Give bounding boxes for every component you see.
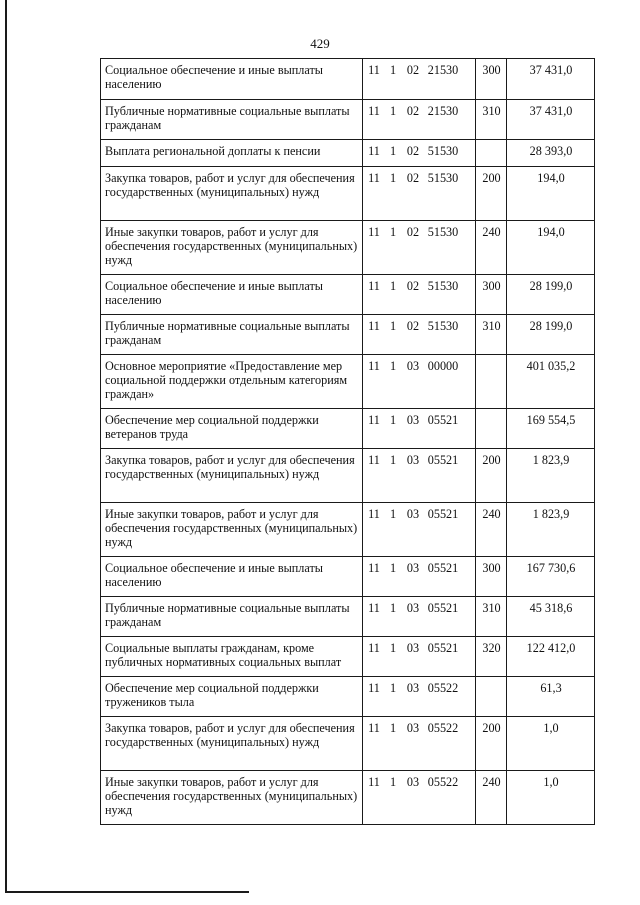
direction-code: 21530 bbox=[427, 104, 459, 118]
table-row bbox=[101, 355, 595, 409]
row-name: Обеспечение мер социальной поддержки ветеранов труда bbox=[101, 409, 363, 449]
row-name: Публичные нормативные социальные выплаты гражданам bbox=[101, 315, 363, 355]
row-name: Социальное обеспечение и иные выплаты населению bbox=[101, 275, 363, 315]
subprogram-code: 02 bbox=[406, 225, 420, 239]
table-row bbox=[101, 677, 595, 717]
program-code: 1 bbox=[389, 359, 397, 373]
direction-code: 05522 bbox=[427, 721, 459, 735]
left-margin-rule bbox=[5, 0, 7, 893]
section-code: 11 bbox=[368, 775, 380, 789]
row-name: Закупка товаров, работ и услуг для обеспечения государственных (муниципальных) нужд bbox=[101, 167, 363, 221]
row-name: Иные закупки товаров, работ и услуг для обеспечения государственных (муниципальных) нужд bbox=[101, 503, 363, 557]
section-code: 11 bbox=[368, 453, 380, 467]
amount: 37 431,0 bbox=[507, 100, 595, 140]
expense-kind-code bbox=[476, 355, 507, 409]
direction-code: 05521 bbox=[427, 641, 459, 655]
direction-code: 51530 bbox=[427, 319, 459, 333]
table-row bbox=[101, 59, 595, 100]
amount: 167 730,6 bbox=[507, 557, 595, 597]
subprogram-code: 02 bbox=[406, 144, 420, 158]
amount: 169 554,5 bbox=[507, 409, 595, 449]
program-code: 1 bbox=[389, 144, 397, 158]
subprogram-code: 03 bbox=[406, 453, 420, 467]
expense-kind-code: 240 bbox=[476, 771, 507, 825]
section-code: 11 bbox=[368, 279, 380, 293]
row-codes bbox=[363, 637, 476, 677]
program-code: 1 bbox=[389, 561, 397, 575]
program-code: 1 bbox=[389, 721, 397, 735]
section-code: 11 bbox=[368, 225, 380, 239]
expense-kind-code: 200 bbox=[476, 449, 507, 503]
table-row bbox=[101, 221, 595, 275]
row-codes bbox=[363, 167, 476, 221]
direction-code: 21530 bbox=[427, 63, 459, 77]
amount: 28 393,0 bbox=[507, 140, 595, 167]
subprogram-code: 02 bbox=[406, 104, 420, 118]
row-name: Обеспечение мер социальной поддержки тружеников тыла bbox=[101, 677, 363, 717]
row-codes bbox=[363, 409, 476, 449]
program-code: 1 bbox=[389, 63, 397, 77]
program-code: 1 bbox=[389, 104, 397, 118]
expense-kind-code: 320 bbox=[476, 637, 507, 677]
subprogram-code: 02 bbox=[406, 171, 420, 185]
section-code: 11 bbox=[368, 319, 380, 333]
row-name: Иные закупки товаров, работ и услуг для обеспечения государственных (муниципальных) нужд bbox=[101, 771, 363, 825]
page-number: 429 bbox=[310, 36, 330, 51]
row-codes bbox=[363, 597, 476, 637]
program-code: 1 bbox=[389, 171, 397, 185]
row-codes bbox=[363, 221, 476, 275]
row-codes bbox=[363, 275, 476, 315]
direction-code: 00000 bbox=[427, 359, 459, 373]
table-row bbox=[101, 100, 595, 140]
section-code: 11 bbox=[368, 601, 380, 615]
section-code: 11 bbox=[368, 144, 380, 158]
direction-code: 51530 bbox=[427, 144, 459, 158]
program-code: 1 bbox=[389, 319, 397, 333]
row-name: Социальное обеспечение и иные выплаты населению bbox=[101, 59, 363, 100]
amount: 401 035,2 bbox=[507, 355, 595, 409]
table-row bbox=[101, 409, 595, 449]
row-name: Социальные выплаты гражданам, кроме публичных нормативных социальных выплат bbox=[101, 637, 363, 677]
amount: 1,0 bbox=[507, 717, 595, 771]
program-code: 1 bbox=[389, 413, 397, 427]
direction-code: 05521 bbox=[427, 601, 459, 615]
program-code: 1 bbox=[389, 225, 397, 239]
program-code: 1 bbox=[389, 279, 397, 293]
program-code: 1 bbox=[389, 507, 397, 521]
table-row bbox=[101, 140, 595, 167]
direction-code: 05522 bbox=[427, 775, 459, 789]
subprogram-code: 03 bbox=[406, 359, 420, 373]
expense-kind-code: 300 bbox=[476, 59, 507, 100]
section-code: 11 bbox=[368, 359, 380, 373]
table-row bbox=[101, 275, 595, 315]
subprogram-code: 03 bbox=[406, 641, 420, 655]
direction-code: 05521 bbox=[427, 507, 459, 521]
section-code: 11 bbox=[368, 561, 380, 575]
row-name: Закупка товаров, работ и услуг для обеспечения государственных (муниципальных) нужд bbox=[101, 717, 363, 771]
section-code: 11 bbox=[368, 413, 380, 427]
table-row bbox=[101, 167, 595, 221]
section-code: 11 bbox=[368, 641, 380, 655]
row-name: Закупка товаров, работ и услуг для обеспечения государственных (муниципальных) нужд bbox=[101, 449, 363, 503]
amount: 61,3 bbox=[507, 677, 595, 717]
direction-code: 05521 bbox=[427, 561, 459, 575]
table-row bbox=[101, 449, 595, 503]
row-codes bbox=[363, 771, 476, 825]
program-code: 1 bbox=[389, 641, 397, 655]
budget-table bbox=[100, 58, 595, 825]
expense-kind-code: 310 bbox=[476, 315, 507, 355]
subprogram-code: 03 bbox=[406, 601, 420, 615]
section-code: 11 bbox=[368, 721, 380, 735]
direction-code: 51530 bbox=[427, 279, 459, 293]
expense-kind-code: 200 bbox=[476, 167, 507, 221]
section-code: 11 bbox=[368, 63, 380, 77]
amount: 28 199,0 bbox=[507, 275, 595, 315]
subprogram-code: 02 bbox=[406, 63, 420, 77]
row-name: Публичные нормативные социальные выплаты гражданам bbox=[101, 597, 363, 637]
direction-code: 51530 bbox=[427, 225, 459, 239]
expense-kind-code bbox=[476, 409, 507, 449]
expense-kind-code: 240 bbox=[476, 221, 507, 275]
subprogram-code: 02 bbox=[406, 319, 420, 333]
expense-kind-code: 300 bbox=[476, 557, 507, 597]
amount: 122 412,0 bbox=[507, 637, 595, 677]
row-codes bbox=[363, 717, 476, 771]
row-codes bbox=[363, 355, 476, 409]
row-codes bbox=[363, 449, 476, 503]
table-row bbox=[101, 503, 595, 557]
direction-code: 05522 bbox=[427, 681, 459, 695]
amount: 28 199,0 bbox=[507, 315, 595, 355]
table-row bbox=[101, 597, 595, 637]
subprogram-code: 03 bbox=[406, 775, 420, 789]
program-code: 1 bbox=[389, 775, 397, 789]
subprogram-code: 03 bbox=[406, 413, 420, 427]
row-codes bbox=[363, 140, 476, 167]
table-row bbox=[101, 717, 595, 771]
expense-kind-code bbox=[476, 677, 507, 717]
expense-kind-code: 300 bbox=[476, 275, 507, 315]
section-code: 11 bbox=[368, 104, 380, 118]
row-codes bbox=[363, 315, 476, 355]
program-code: 1 bbox=[389, 681, 397, 695]
row-name: Основное мероприятие «Предоставление мер социальной поддержки отдельным категориям граждан» bbox=[101, 355, 363, 409]
amount: 45 318,6 bbox=[507, 597, 595, 637]
direction-code: 05521 bbox=[427, 413, 459, 427]
row-codes bbox=[363, 59, 476, 100]
row-codes bbox=[363, 100, 476, 140]
bottom-margin-rule bbox=[5, 891, 249, 893]
amount: 194,0 bbox=[507, 167, 595, 221]
expense-kind-code bbox=[476, 140, 507, 167]
row-name: Публичные нормативные социальные выплаты гражданам bbox=[101, 100, 363, 140]
row-codes bbox=[363, 503, 476, 557]
subprogram-code: 02 bbox=[406, 279, 420, 293]
table-row bbox=[101, 315, 595, 355]
table-row bbox=[101, 557, 595, 597]
amount: 37 431,0 bbox=[507, 59, 595, 100]
program-code: 1 bbox=[389, 453, 397, 467]
direction-code: 51530 bbox=[427, 171, 459, 185]
section-code: 11 bbox=[368, 171, 380, 185]
row-name: Выплата региональной доплаты к пенсии bbox=[101, 140, 363, 167]
row-codes bbox=[363, 677, 476, 717]
section-code: 11 bbox=[368, 507, 380, 521]
direction-code: 05521 bbox=[427, 453, 459, 467]
row-codes bbox=[363, 557, 476, 597]
amount: 194,0 bbox=[507, 221, 595, 275]
table-row bbox=[101, 771, 595, 825]
amount: 1 823,9 bbox=[507, 449, 595, 503]
subprogram-code: 03 bbox=[406, 561, 420, 575]
amount: 1 823,9 bbox=[507, 503, 595, 557]
amount: 1,0 bbox=[507, 771, 595, 825]
row-name: Иные закупки товаров, работ и услуг для обеспечения государственных (муниципальных) нужд bbox=[101, 221, 363, 275]
expense-kind-code: 240 bbox=[476, 503, 507, 557]
table-row bbox=[101, 637, 595, 677]
expense-kind-code: 310 bbox=[476, 597, 507, 637]
subprogram-code: 03 bbox=[406, 721, 420, 735]
section-code: 11 bbox=[368, 681, 380, 695]
subprogram-code: 03 bbox=[406, 507, 420, 521]
expense-kind-code: 310 bbox=[476, 100, 507, 140]
expense-kind-code: 200 bbox=[476, 717, 507, 771]
row-name: Социальное обеспечение и иные выплаты населению bbox=[101, 557, 363, 597]
program-code: 1 bbox=[389, 601, 397, 615]
subprogram-code: 03 bbox=[406, 681, 420, 695]
